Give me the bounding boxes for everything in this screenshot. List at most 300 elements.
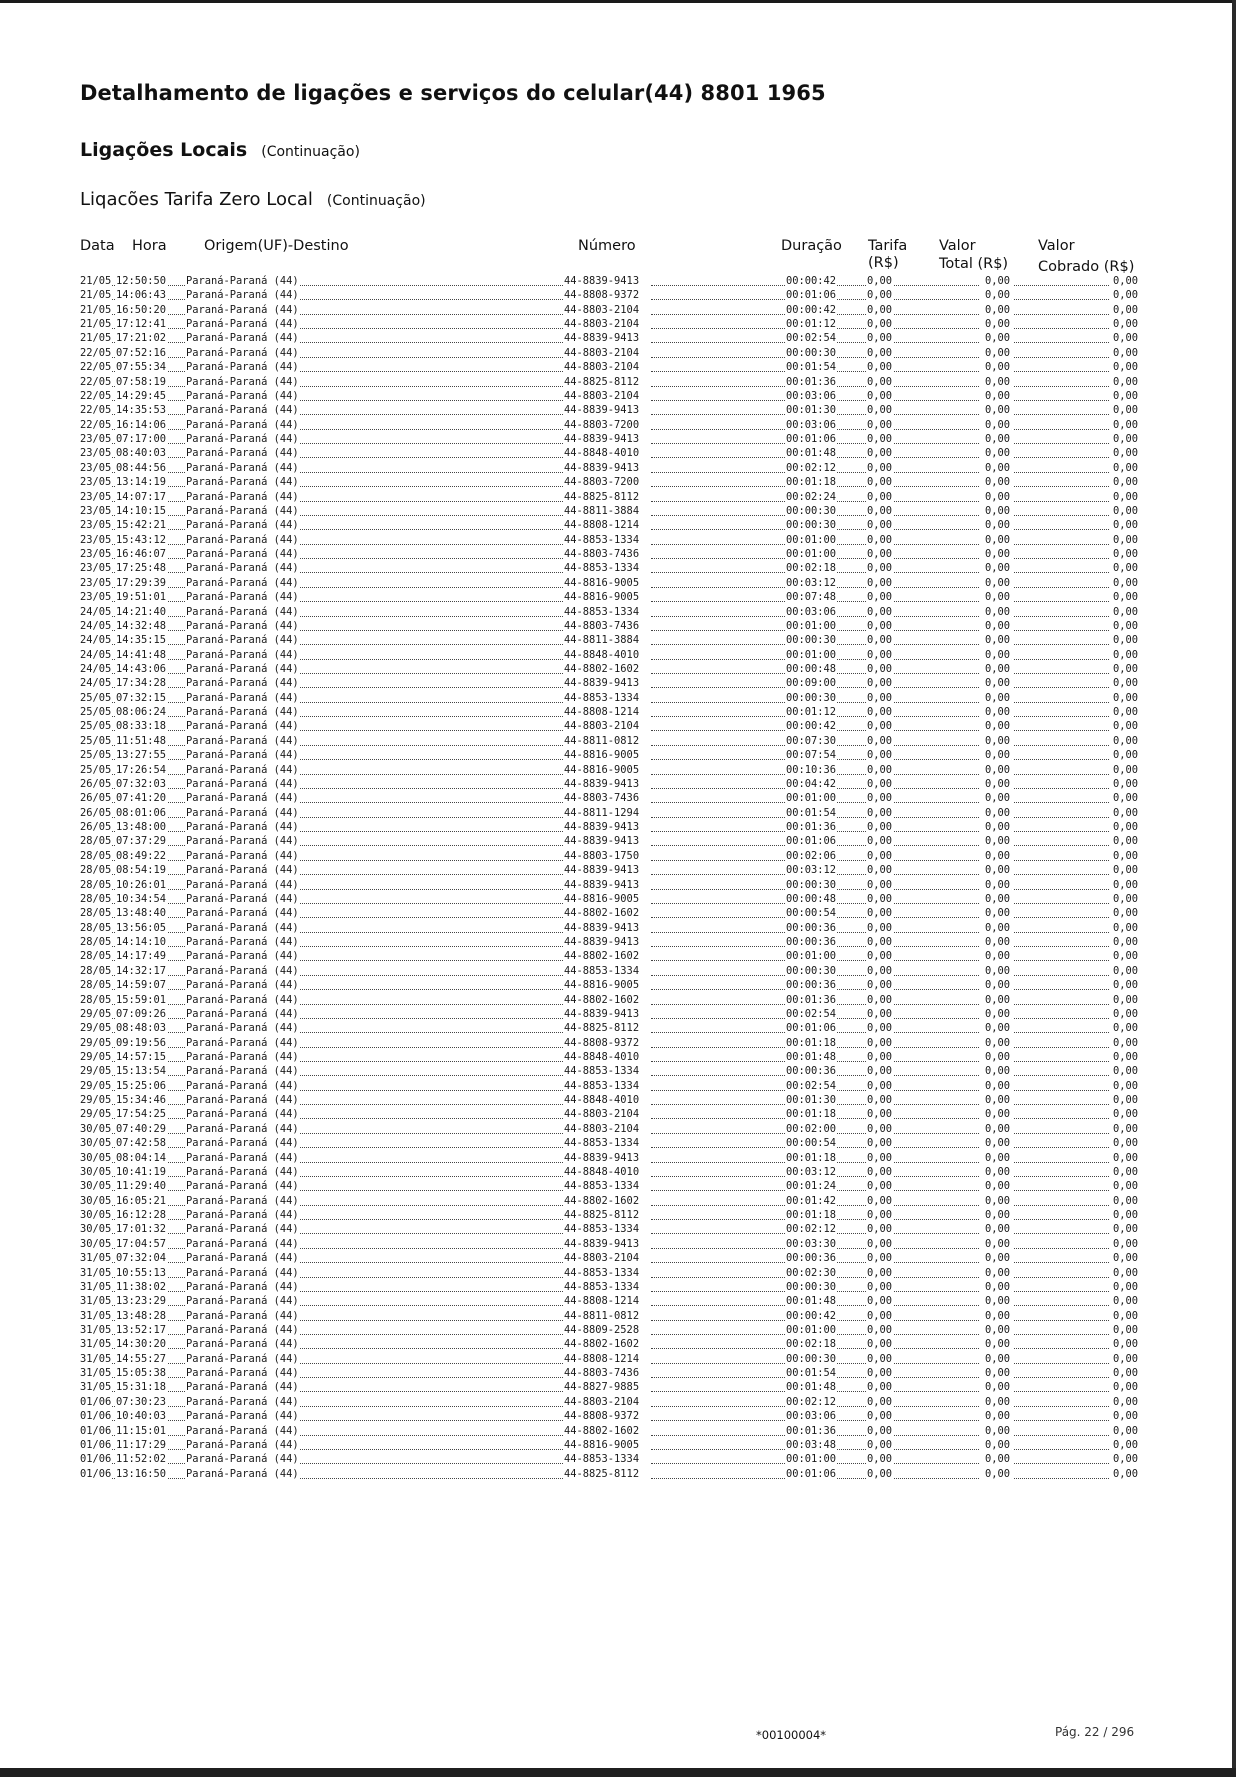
cell-tarifa: 0,00 — [867, 1266, 893, 1279]
cell-numero: 44-8839-9413 — [564, 1237, 640, 1250]
cell-valor-cobrado: 0,00 — [1112, 1122, 1138, 1135]
dot-leader — [651, 903, 785, 904]
dot-leader — [837, 587, 866, 588]
table-row — [79, 332, 1139, 346]
dot-leader — [889, 544, 979, 545]
cell-duracao: 00:01:00 — [786, 619, 837, 632]
cell-valor-total: 0,00 — [984, 389, 1010, 402]
dot-leader — [889, 1032, 979, 1033]
cell-tarifa: 0,00 — [867, 648, 893, 661]
cell-origem-destino: Paraná-Paraná (44) — [186, 375, 299, 388]
dot-leader — [299, 443, 563, 444]
cell-valor-cobrado: 0,00 — [1112, 591, 1138, 604]
table-row — [79, 1310, 1139, 1324]
cell-tarifa: 0,00 — [867, 1338, 893, 1351]
cell-origem-destino: Paraná-Paraná (44) — [186, 864, 299, 877]
cell-numero: 44-8802-1602 — [564, 1194, 640, 1207]
cell-tarifa: 0,00 — [867, 591, 893, 604]
table-row — [79, 950, 1139, 964]
cell-tarifa: 0,00 — [867, 1209, 893, 1222]
dot-leader — [651, 472, 785, 473]
cell-origem-destino: Paraná-Paraná (44) — [186, 878, 299, 891]
cell-valor-cobrado: 0,00 — [1112, 562, 1138, 575]
dot-leader — [299, 975, 563, 976]
cell-duracao: 00:03:30 — [786, 1237, 837, 1250]
cell-origem-destino: Paraná-Paraná (44) — [186, 921, 299, 934]
cell-data: 23/05 — [80, 533, 112, 546]
table-row — [79, 821, 1139, 835]
cell-tarifa: 0,00 — [867, 303, 893, 316]
cell-numero: 44-8839-9413 — [564, 433, 640, 446]
dot-leader — [837, 558, 866, 559]
cell-data: 24/05 — [80, 662, 112, 675]
cell-valor-total: 0,00 — [984, 318, 1010, 331]
dot-leader — [651, 874, 785, 875]
cell-numero: 44-8802-1602 — [564, 993, 640, 1006]
cell-tarifa: 0,00 — [867, 720, 893, 733]
cell-duracao: 00:00:30 — [786, 691, 837, 704]
cell-numero: 44-8802-1602 — [564, 907, 640, 920]
cell-tarifa: 0,00 — [867, 1352, 893, 1365]
dot-leader — [1014, 932, 1109, 933]
cell-duracao: 00:00:42 — [786, 275, 837, 287]
dot-leader — [837, 1449, 866, 1450]
dot-leader — [889, 386, 979, 387]
dot-leader — [651, 414, 785, 415]
dot-leader — [651, 1291, 785, 1292]
cell-tarifa: 0,00 — [867, 749, 893, 762]
cell-data: 30/05 — [80, 1122, 112, 1135]
cell-valor-total: 0,00 — [984, 404, 1010, 417]
table-row — [79, 677, 1139, 691]
cell-valor-cobrado: 0,00 — [1112, 1324, 1138, 1336]
dot-leader — [889, 687, 979, 688]
dot-leader — [1014, 687, 1109, 688]
cell-hora: 17:04:57 — [116, 1237, 167, 1250]
cell-data: 23/05 — [80, 562, 112, 575]
cell-tarifa: 0,00 — [867, 576, 893, 589]
cell-valor-total: 0,00 — [984, 1036, 1010, 1049]
dot-leader — [651, 1449, 785, 1450]
dot-leader — [1014, 1233, 1109, 1234]
cell-origem-destino: Paraná-Paraná (44) — [186, 1395, 299, 1408]
dot-leader — [837, 285, 866, 286]
cell-valor-total: 0,00 — [984, 1410, 1010, 1423]
cell-valor-cobrado: 0,00 — [1112, 878, 1138, 891]
cell-valor-cobrado: 0,00 — [1112, 404, 1138, 417]
cell-origem-destino: Paraná-Paraná (44) — [186, 418, 299, 431]
cell-hora: 14:17:49 — [116, 950, 167, 963]
cell-duracao: 00:01:00 — [786, 648, 837, 661]
dot-leader — [1014, 889, 1109, 890]
dot-leader — [889, 932, 979, 933]
dot-leader — [889, 501, 979, 502]
dot-leader — [837, 328, 866, 329]
dot-leader — [837, 443, 866, 444]
cell-tarifa: 0,00 — [867, 1065, 893, 1078]
cell-valor-cobrado: 0,00 — [1112, 720, 1138, 733]
cell-tarifa: 0,00 — [867, 476, 893, 489]
cell-data: 31/05 — [80, 1266, 112, 1279]
cell-valor-cobrado: 0,00 — [1112, 1036, 1138, 1049]
dot-leader — [651, 716, 785, 717]
cell-valor-total: 0,00 — [984, 1438, 1010, 1451]
cell-hora: 14:29:45 — [116, 389, 167, 402]
cell-valor-total: 0,00 — [984, 1309, 1010, 1322]
table-row — [79, 979, 1139, 993]
cell-origem-destino: Paraná-Paraná (44) — [186, 1194, 299, 1207]
dot-leader — [837, 501, 866, 502]
cell-duracao: 00:03:12 — [786, 576, 837, 589]
cell-duracao: 00:01:06 — [786, 433, 837, 446]
table-row — [79, 577, 1139, 591]
dot-leader — [299, 702, 563, 703]
cell-origem-destino: Paraná-Paraná (44) — [186, 1065, 299, 1078]
dot-leader — [889, 845, 979, 846]
cell-duracao: 00:00:54 — [786, 1137, 837, 1150]
dot-leader — [837, 644, 866, 645]
dot-leader — [651, 501, 785, 502]
scan-bottom-border — [0, 1768, 1236, 1777]
cell-duracao: 00:00:36 — [786, 1252, 837, 1265]
cell-valor-cobrado: 0,00 — [1112, 447, 1138, 460]
dot-leader — [889, 1377, 979, 1378]
cell-valor-cobrado: 0,00 — [1112, 433, 1138, 446]
cell-duracao: 00:07:30 — [786, 734, 837, 747]
cell-origem-destino: Paraná-Paraná (44) — [186, 591, 299, 604]
table-row — [79, 419, 1139, 433]
column-header-tarifa-unit: (R$) — [868, 255, 899, 271]
cell-valor-cobrado: 0,00 — [1112, 619, 1138, 632]
dot-leader — [299, 515, 563, 516]
dot-leader — [837, 1348, 866, 1349]
table-row — [79, 1353, 1139, 1367]
cell-origem-destino: Paraná-Paraná (44) — [186, 691, 299, 704]
table-row — [79, 433, 1139, 447]
dot-leader — [1014, 788, 1109, 789]
cell-origem-destino: Paraná-Paraná (44) — [186, 1237, 299, 1250]
dot-leader — [889, 601, 979, 602]
cell-valor-total: 0,00 — [984, 591, 1010, 604]
cell-valor-cobrado: 0,00 — [1112, 1209, 1138, 1222]
dot-leader — [837, 1363, 866, 1364]
table-row — [79, 994, 1139, 1008]
dot-leader — [889, 1075, 979, 1076]
dot-leader — [299, 802, 563, 803]
dot-leader — [1014, 831, 1109, 832]
cell-data: 28/05 — [80, 907, 112, 920]
cell-duracao: 00:07:54 — [786, 749, 837, 762]
cell-valor-total: 0,00 — [984, 864, 1010, 877]
dot-leader — [889, 1118, 979, 1119]
dot-leader — [651, 1478, 785, 1479]
cell-tarifa: 0,00 — [867, 361, 893, 374]
cell-duracao: 00:00:30 — [786, 504, 837, 517]
dot-leader — [837, 529, 866, 530]
cell-data: 25/05 — [80, 691, 112, 704]
cell-valor-total: 0,00 — [984, 1079, 1010, 1092]
cell-valor-total: 0,00 — [984, 1280, 1010, 1293]
column-header-origem: Origem(UF)-Destino — [204, 238, 349, 254]
table-row — [79, 1425, 1139, 1439]
cell-tarifa: 0,00 — [867, 1137, 893, 1150]
cell-valor-cobrado: 0,00 — [1112, 576, 1138, 589]
cell-valor-cobrado: 0,00 — [1112, 849, 1138, 862]
cell-duracao: 00:01:48 — [786, 1050, 837, 1063]
cell-duracao: 00:09:00 — [786, 677, 837, 690]
cell-data: 31/05 — [80, 1280, 112, 1293]
dot-leader — [1014, 716, 1109, 717]
cell-hora: 13:16:50 — [116, 1467, 167, 1480]
cell-numero: 44-8853-1334 — [564, 1453, 640, 1466]
dot-leader — [889, 788, 979, 789]
dot-leader — [299, 788, 563, 789]
cell-hora: 10:41:19 — [116, 1165, 167, 1178]
cell-numero: 44-8839-9413 — [564, 777, 640, 790]
dot-leader — [889, 299, 979, 300]
cell-data: 28/05 — [80, 950, 112, 963]
cell-duracao: 00:03:48 — [786, 1438, 837, 1451]
cell-tarifa: 0,00 — [867, 289, 893, 302]
dot-leader — [837, 1047, 866, 1048]
table-row — [79, 476, 1139, 490]
dot-leader — [651, 1420, 785, 1421]
dot-leader — [889, 716, 979, 717]
cell-numero: 44-8853-1334 — [564, 964, 640, 977]
cell-hora: 16:50:20 — [116, 303, 167, 316]
cell-tarifa: 0,00 — [867, 1223, 893, 1236]
cell-hora: 08:48:03 — [116, 1022, 167, 1035]
table-row — [79, 1439, 1139, 1453]
table-row — [79, 1267, 1139, 1281]
cell-tarifa: 0,00 — [867, 1453, 893, 1466]
cell-hora: 11:38:02 — [116, 1280, 167, 1293]
cell-hora: 10:55:13 — [116, 1266, 167, 1279]
cell-origem-destino: Paraná-Paraná (44) — [186, 461, 299, 474]
dot-leader — [837, 1075, 866, 1076]
cell-valor-cobrado: 0,00 — [1112, 1050, 1138, 1063]
table-row — [79, 1338, 1139, 1352]
cell-tarifa: 0,00 — [867, 346, 893, 359]
cell-valor-cobrado: 0,00 — [1112, 1151, 1138, 1164]
dot-leader — [651, 745, 785, 746]
cell-valor-cobrado: 0,00 — [1112, 1280, 1138, 1293]
dot-leader — [299, 529, 563, 530]
table-row — [79, 591, 1139, 605]
cell-numero: 44-8803-2104 — [564, 303, 640, 316]
cell-hora: 17:29:39 — [116, 576, 167, 589]
cell-duracao: 00:10:36 — [786, 763, 837, 776]
cell-duracao: 00:00:30 — [786, 634, 837, 647]
cell-duracao: 00:01:00 — [786, 1324, 837, 1336]
cell-data: 22/05 — [80, 361, 112, 374]
table-row — [79, 1051, 1139, 1065]
cell-origem-destino: Paraná-Paraná (44) — [186, 447, 299, 460]
cell-numero: 44-8811-0812 — [564, 734, 640, 747]
dot-leader — [299, 1320, 563, 1321]
dot-leader — [651, 342, 785, 343]
cell-numero: 44-8816-9005 — [564, 979, 640, 992]
dot-leader — [889, 1262, 979, 1263]
dot-leader — [299, 1162, 563, 1163]
dot-leader — [1014, 486, 1109, 487]
cell-data: 22/05 — [80, 404, 112, 417]
dot-leader — [651, 1463, 785, 1464]
dot-leader — [837, 1032, 866, 1033]
cell-hora: 14:55:27 — [116, 1352, 167, 1365]
dot-leader — [889, 342, 979, 343]
cell-data: 26/05 — [80, 821, 112, 834]
cell-data: 25/05 — [80, 706, 112, 719]
cell-valor-cobrado: 0,00 — [1112, 289, 1138, 302]
cell-numero: 44-8825-8112 — [564, 1467, 640, 1480]
cell-numero: 44-8839-9413 — [564, 677, 640, 690]
cell-duracao: 00:03:06 — [786, 418, 837, 431]
cell-hora: 09:19:56 — [116, 1036, 167, 1049]
cell-tarifa: 0,00 — [867, 490, 893, 503]
table-row — [79, 706, 1139, 720]
table-row — [79, 1094, 1139, 1108]
dot-leader — [837, 544, 866, 545]
cell-valor-cobrado: 0,00 — [1112, 950, 1138, 963]
cell-hora: 08:06:24 — [116, 706, 167, 719]
dot-leader — [651, 1047, 785, 1048]
dot-leader — [837, 1463, 866, 1464]
dot-leader — [299, 1291, 563, 1292]
dot-leader — [889, 1334, 979, 1335]
cell-valor-total: 0,00 — [984, 619, 1010, 632]
cell-hora: 13:56:05 — [116, 921, 167, 934]
cell-hora: 17:01:32 — [116, 1223, 167, 1236]
cell-data: 28/05 — [80, 849, 112, 862]
cell-valor-cobrado: 0,00 — [1112, 1352, 1138, 1365]
table-row — [79, 1195, 1139, 1209]
cell-data: 29/05 — [80, 1065, 112, 1078]
table-row — [79, 807, 1139, 821]
cell-numero: 44-8839-9413 — [564, 461, 640, 474]
dot-leader — [1014, 1118, 1109, 1119]
dot-leader — [299, 601, 563, 602]
cell-tarifa: 0,00 — [867, 389, 893, 402]
cell-duracao: 00:01:48 — [786, 1381, 837, 1394]
cell-tarifa: 0,00 — [867, 835, 893, 848]
cell-data: 01/06 — [80, 1424, 112, 1437]
cell-valor-cobrado: 0,00 — [1112, 346, 1138, 359]
cell-numero: 44-8839-9413 — [564, 404, 640, 417]
cell-tarifa: 0,00 — [867, 404, 893, 417]
dot-leader — [299, 874, 563, 875]
cell-numero: 44-8803-7436 — [564, 1367, 640, 1380]
dot-leader — [299, 687, 563, 688]
cell-valor-cobrado: 0,00 — [1112, 1424, 1138, 1437]
table-row — [79, 864, 1139, 878]
table-row — [79, 534, 1139, 548]
cell-numero: 44-8853-1334 — [564, 1266, 640, 1279]
cell-duracao: 00:00:36 — [786, 921, 837, 934]
dot-leader — [299, 1205, 563, 1206]
dot-leader — [651, 630, 785, 631]
dot-leader — [1014, 400, 1109, 401]
dot-leader — [651, 659, 785, 660]
dot-leader — [1014, 702, 1109, 703]
cell-tarifa: 0,00 — [867, 1367, 893, 1380]
dot-leader — [1014, 759, 1109, 760]
cell-hora: 14:59:07 — [116, 979, 167, 992]
cell-origem-destino: Paraná-Paraná (44) — [186, 950, 299, 963]
table-row — [79, 778, 1139, 792]
table-row — [79, 1123, 1139, 1137]
dot-leader — [889, 616, 979, 617]
dot-leader — [889, 917, 979, 918]
cell-data: 29/05 — [80, 1079, 112, 1092]
cell-valor-cobrado: 0,00 — [1112, 763, 1138, 776]
cell-data: 28/05 — [80, 864, 112, 877]
dot-leader — [837, 975, 866, 976]
cell-numero: 44-8827-9885 — [564, 1381, 640, 1394]
cell-origem-destino: Paraná-Paraná (44) — [186, 1122, 299, 1135]
cell-hora: 07:17:00 — [116, 433, 167, 446]
dot-leader — [299, 429, 563, 430]
dot-leader — [889, 630, 979, 631]
cell-hora: 17:54:25 — [116, 1108, 167, 1121]
cell-tarifa: 0,00 — [867, 821, 893, 834]
cell-numero: 44-8808-9372 — [564, 289, 640, 302]
cell-tarifa: 0,00 — [867, 619, 893, 632]
cell-hora: 08:44:56 — [116, 461, 167, 474]
cell-valor-cobrado: 0,00 — [1112, 605, 1138, 618]
cell-data: 24/05 — [80, 605, 112, 618]
cell-data: 23/05 — [80, 519, 112, 532]
table-row — [79, 1252, 1139, 1266]
cell-data: 30/05 — [80, 1180, 112, 1193]
cell-valor-cobrado: 0,00 — [1112, 533, 1138, 546]
dot-leader — [837, 960, 866, 961]
cell-duracao: 00:02:18 — [786, 1338, 837, 1351]
cell-valor-total: 0,00 — [984, 1237, 1010, 1250]
table-row — [79, 850, 1139, 864]
dot-leader — [651, 1133, 785, 1134]
dot-leader — [1014, 572, 1109, 573]
dot-leader — [651, 486, 785, 487]
cell-duracao: 00:01:00 — [786, 950, 837, 963]
dot-leader — [837, 817, 866, 818]
dot-leader — [299, 457, 563, 458]
cell-valor-total: 0,00 — [984, 964, 1010, 977]
dot-leader — [889, 328, 979, 329]
dot-leader — [837, 1004, 866, 1005]
dot-leader — [651, 400, 785, 401]
dot-leader — [299, 1478, 563, 1479]
cell-data: 21/05 — [80, 303, 112, 316]
dot-leader — [1014, 1248, 1109, 1249]
cell-valor-cobrado: 0,00 — [1112, 1410, 1138, 1423]
cell-numero: 44-8848-4010 — [564, 1050, 640, 1063]
cell-hora: 13:14:19 — [116, 476, 167, 489]
cell-valor-cobrado: 0,00 — [1112, 1223, 1138, 1236]
cell-tarifa: 0,00 — [867, 433, 893, 446]
dot-leader — [889, 774, 979, 775]
cell-duracao: 00:03:06 — [786, 1410, 837, 1423]
cell-numero: 44-8803-2104 — [564, 1108, 640, 1121]
cell-duracao: 00:01:00 — [786, 533, 837, 546]
dot-leader — [837, 1147, 866, 1148]
dot-leader — [889, 1090, 979, 1091]
cell-origem-destino: Paraná-Paraná (44) — [186, 821, 299, 834]
cell-numero: 44-8853-1334 — [564, 1079, 640, 1092]
dot-leader — [1014, 1018, 1109, 1019]
cell-valor-total: 0,00 — [984, 447, 1010, 460]
dot-leader — [651, 1406, 785, 1407]
